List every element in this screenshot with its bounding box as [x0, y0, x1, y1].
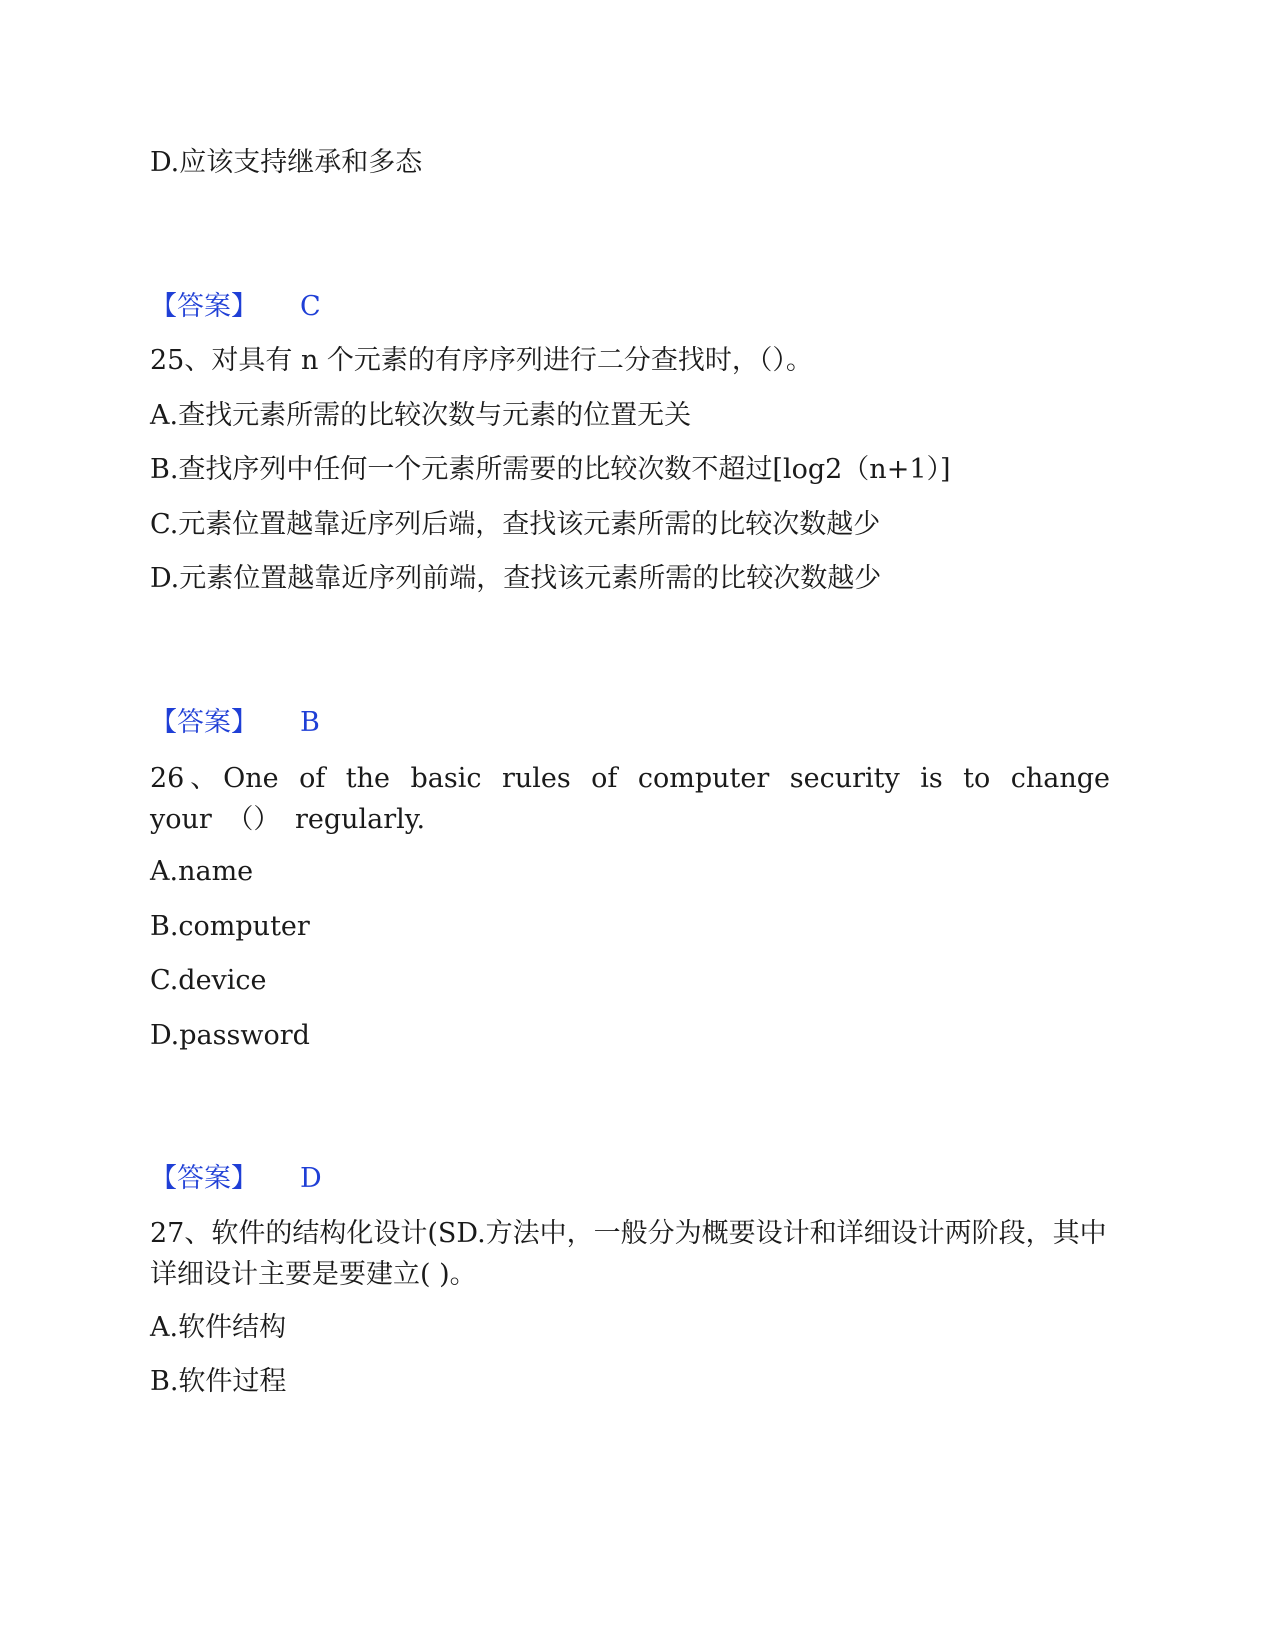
- answer-label: 【答案】: [150, 291, 258, 322]
- q25-option-b: B.查找序列中任何一个元素所需要的比较次数不超过[log2（n+1）]: [150, 454, 951, 485]
- q26-option-a: A.name: [150, 856, 254, 887]
- q27-option-b: B.软件过程: [150, 1366, 287, 1397]
- q25-option-c: C.元素位置越靠近序列后端，查找该元素所需的比较次数越少: [150, 509, 881, 540]
- answer-value: D: [300, 1163, 322, 1194]
- q25-stem: 25、对具有 n 个元素的有序序列进行二分查找时，（）。: [150, 345, 813, 376]
- answer-label: 【答案】: [150, 707, 258, 738]
- answer-26: [150, 1162, 322, 1196]
- q25-option-a: A.查找元素所需的比较次数与元素的位置无关: [150, 400, 692, 431]
- q26-stem: 26、One of the basic rules of computer security is to change your （） regularly.: [150, 763, 1110, 835]
- q27-option-a: A.软件结构: [150, 1312, 287, 1343]
- q24-option-d: D.应该支持继承和多态: [150, 147, 423, 178]
- answer-24: [150, 290, 321, 324]
- answer-value: B: [300, 707, 320, 738]
- answer-label: 【答案】: [150, 1163, 258, 1194]
- q27-stem: 27、软件的结构化设计(SD.方法中，一般分为概要设计和详细设计两阶段，其中详细设计主要是要建立( )。: [150, 1218, 1107, 1290]
- q25-option-d: D.元素位置越靠近序列前端，查找该元素所需的比较次数越少: [150, 563, 882, 594]
- q26-option-b: B.computer: [150, 911, 310, 942]
- q26-option-c: C.device: [150, 965, 267, 996]
- q26-option-d: D.password: [150, 1020, 310, 1051]
- answer-value: C: [300, 291, 321, 322]
- answer-25: [150, 706, 320, 740]
